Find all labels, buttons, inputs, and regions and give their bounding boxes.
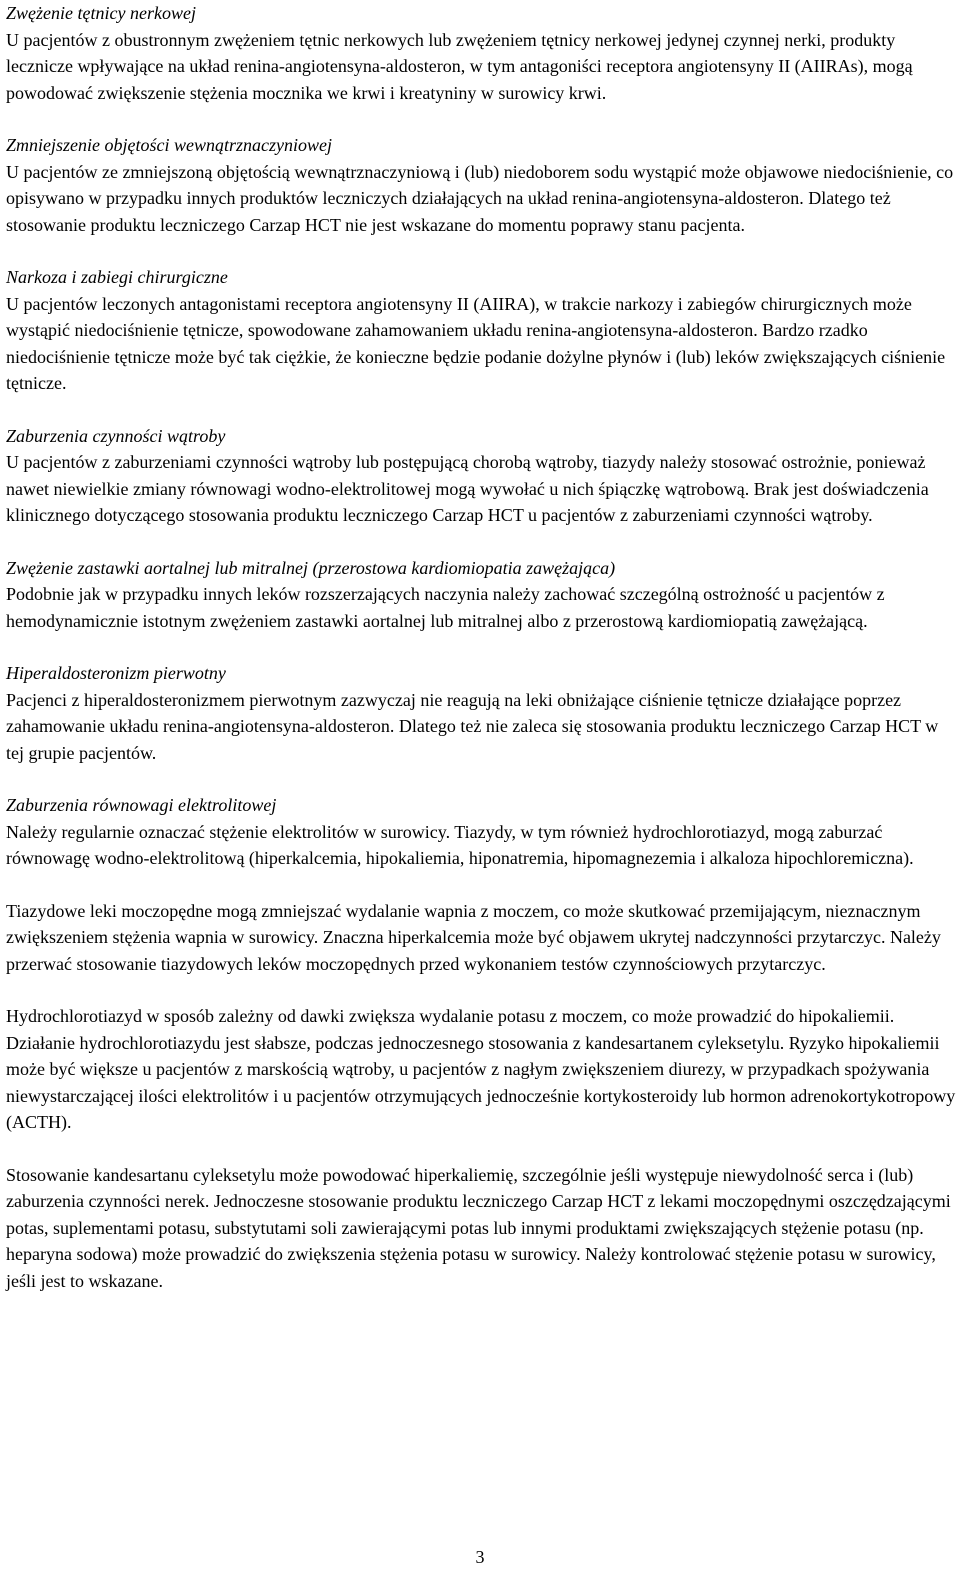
section-heading: Zaburzenia czynności wątroby — [6, 425, 226, 446]
section-renal-artery-stenosis — [6, 0, 956, 106]
paragraph-gap — [6, 1136, 956, 1162]
paragraph-gap — [6, 529, 956, 555]
paragraph-gap — [6, 238, 956, 264]
paragraph-hyperkalaemia: Stosowanie kandesartanu cyleksetylu może powodować hiperkaliemię, szczególnie jeśli występuje niewydolność serca i (lub) zaburzenia czynności nerek. Jednoczesne stosowanie produktu leczniczego Carzap HCT z lekami moczopędnymi oszczędzającymi potas, suplementami potasu, substytutami soli zawierającymi potas lub innymi produktami zwiększających stężenie potasu (np. heparyna sodowa) może prowadzić do zwiększenia stężenia potasu w surowicy. Należy kontrolować stężenie potasu w surowicy, jeśli jest to wskazane. — [6, 1164, 951, 1291]
section-heading: Zwężenie tętnicy nerkowej — [6, 3, 196, 23]
section-heading: Zwężenie zastawki aortalnej lub mitralnej (przerostowa kardiomiopatia zawężająca) — [6, 557, 616, 578]
section-heading: Zmniejszenie objętości wewnątrznaczyniowej — [6, 135, 332, 155]
section-valve-stenosis — [6, 555, 956, 635]
paragraph-potassium-loss: Hydrochlorotiazyd w sposób zależny od dawki zwiększa wydalanie potasu z moczem, co może prowadzić do hipokaliemii. Działanie hydrochlorotiazydu jest słabsze, podczas jednoczesnego stosowania z kandesartanem cyleksetylu. Ryzyko hipokaliemii może być większe u pacjentów z marskością wątroby, u pacjentów z nagłym zwiększeniem diurezy, w przypadkach spożywania niewystarczającej ilości elektrolitów i u pacjentów otrzymujących jednocześnie kortykosteroidy lub hormon adrenokortykotropowy (ACTH). — [6, 1006, 956, 1132]
section-text: Należy regularnie oznaczać stężenie elektrolitów w surowicy. Tiazydy, w tym również hydrochlorotiazyd, mogą zaburzać równowagę wodno-elektrolitową (hiperkalcemia, hipokaliemia, hiponatremia, hipomagnezemia i alkaloza hipochloremiczna). — [6, 821, 914, 868]
paragraph-gap — [6, 634, 956, 660]
section-electrolyte-imbalance — [6, 792, 956, 872]
section-text: Pacjenci z hiperaldosteronizmem pierwotnym zazwyczaj nie reagują na leki obniżające ciśnienie tętnicze działające poprzez zahamowanie układu renina-angiotensyna-aldosteron. Dlatego też nie zaleca się stosowania produktu leczniczego Carzap HCT w tej grupie pacjentów. — [6, 689, 939, 763]
paragraph-gap — [6, 977, 956, 1003]
section-text: U pacjentów leczonych antagonistami receptora angiotensyny II (AIIRA), w trakcie narkozy i zabiegów chirurgicznych może wystąpić niedociśnienie tętnicze, spowodowane zahamowaniem układu renina-angiotensyna-aldosteron. Bardzo rzadko niedociśnienie tętnicze może być tak ciężkie, że konieczne będzie podanie dożylne płynów i (lub) leków zwiększających ciśnienie tętnicze. — [6, 293, 946, 393]
section-anaesthesia-surgery — [6, 264, 956, 397]
section-hepatic-impairment — [6, 423, 956, 529]
paragraph-gap — [6, 766, 956, 792]
section-heading: Hiperaldosteronizm pierwotny — [6, 663, 226, 683]
document-page — [6, 0, 956, 1294]
section-text: Podobnie jak w przypadku innych leków rozszerzających naczynia należy zachować szczególną ostrożność u pacjentów z hemodynamicznie istotnym zwężeniem zastawki aortalnej lub mitralnej albo z przerostową kardiomiopatią zawężającą. — [6, 584, 885, 631]
paragraph-calcium: Tiazydowe leki moczopędne mogą zmniejszać wydalanie wapnia z moczem, co może skutkować przemijającym, nieznacznym zwiększeniem stężenia wapnia w surowicy. Znaczna hiperkalcemia może być objawem ukrytej nadczynności przytarczyc. Należy przerwać stosowanie tiazydowych leków moczopędnych przed wykonaniem testów czynnościowych przytarczyc. — [6, 900, 941, 974]
page-number: 3 — [475, 1547, 485, 1567]
section-text: U pacjentów z obustronnym zwężeniem tętnic nerkowych lub zwężeniem tętnicy nerkowej jedynej czynnej nerki, produkty lecznicze wpływające na układ renina-angiotensyna-aldosteron, w tym antagoniści receptora angiotensyny II (AIIRAs), mogą powodować zwiększenie stężenia mocznika we krwi i kreatyniny w surowicy krwi. — [6, 29, 913, 103]
paragraph-gap — [6, 106, 956, 132]
section-heading: Narkoza i zabiegi chirurgiczne — [6, 267, 228, 287]
section-primary-hyperaldosteronism — [6, 660, 956, 766]
paragraph-gap — [6, 397, 956, 423]
section-heading: Zaburzenia równowagi elektrolitowej — [6, 795, 277, 815]
section-text: U pacjentów ze zmniejszoną objętością wewnątrznaczyniową i (lub) niedoborem sodu wystąpić może objawowe niedociśnienie, co opisywano w przypadku innych produktów leczniczych działających na układ renina-angiotensyna-aldosteron. Dlatego też stosowanie produktu leczniczego Carzap HCT nie jest wskazane do momentu poprawy stanu pacjenta. — [6, 161, 954, 235]
section-text: U pacjentów z zaburzeniami czynności wątroby lub postępującą chorobą wątroby, tiazydy należy stosować ostrożnie, ponieważ nawet niewielkie zmiany równowagi wodno-elektrolitowej mogą wywołać u nich śpiączkę wątrobową. Brak jest doświadczenia klinicznego dotyczącego stosowania produktu leczniczego Carzap HCT u pacjentów z zaburzeniami czynności wątroby. — [6, 452, 929, 525]
paragraph-gap — [6, 872, 956, 898]
section-intravascular-volume — [6, 132, 956, 238]
